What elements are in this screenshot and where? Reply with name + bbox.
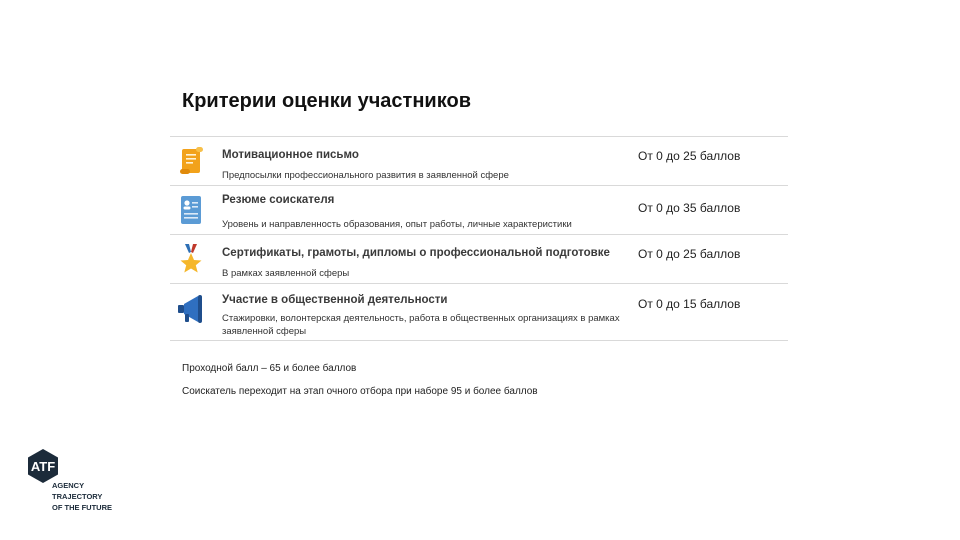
- criteria-name: Сертификаты, грамоты, дипломы о профессиональной подготовке: [222, 247, 610, 259]
- criteria-row: [170, 185, 788, 234]
- criteria-name: Мотивационное письмо: [222, 149, 359, 161]
- criteria-name: Резюме соискателя: [222, 194, 335, 206]
- criteria-row: [170, 136, 788, 185]
- criteria-row: [170, 234, 788, 283]
- criteria-description: Стажировки, волонтерская деятельность, работа в общественных организациях в рамках заявленной сферы: [222, 313, 620, 337]
- page-title: Критерии оценки участников: [182, 90, 471, 112]
- criteria-score: От 0 до 35 баллов: [638, 201, 741, 215]
- logo-mark: ATF: [30, 459, 56, 474]
- criteria-description: Уровень и направленность образования, опыт работы, личные характеристики: [222, 219, 572, 230]
- criteria-description: Предпосылки профессионального развития в заявленной сфере: [222, 170, 509, 181]
- logo-line: TRAJECTORY: [52, 492, 103, 501]
- passing-score-note: Проходной балл – 65 и более баллов: [182, 363, 357, 374]
- resume-icon: [176, 194, 206, 226]
- scroll-icon: [176, 145, 206, 177]
- criteria-description: В рамках заявленной сферы: [222, 268, 350, 279]
- logo-line: AGENCY: [52, 481, 85, 490]
- criteria-name: Участие в общественной деятельности: [222, 294, 448, 306]
- logo-line: OF THE FUTURE: [52, 503, 112, 512]
- medal-icon: [176, 243, 206, 275]
- criteria-score: От 0 до 25 баллов: [638, 247, 741, 261]
- criteria-list: [170, 136, 788, 341]
- megaphone-icon: [176, 292, 206, 324]
- selection-note: Соискатель переходит на этап очного отбора при наборе 95 и более баллов: [182, 386, 538, 397]
- logo-text: [52, 480, 112, 513]
- criteria-score: От 0 до 25 баллов: [638, 149, 741, 163]
- criteria-row: [170, 283, 788, 341]
- criteria-score: От 0 до 15 баллов: [638, 297, 741, 311]
